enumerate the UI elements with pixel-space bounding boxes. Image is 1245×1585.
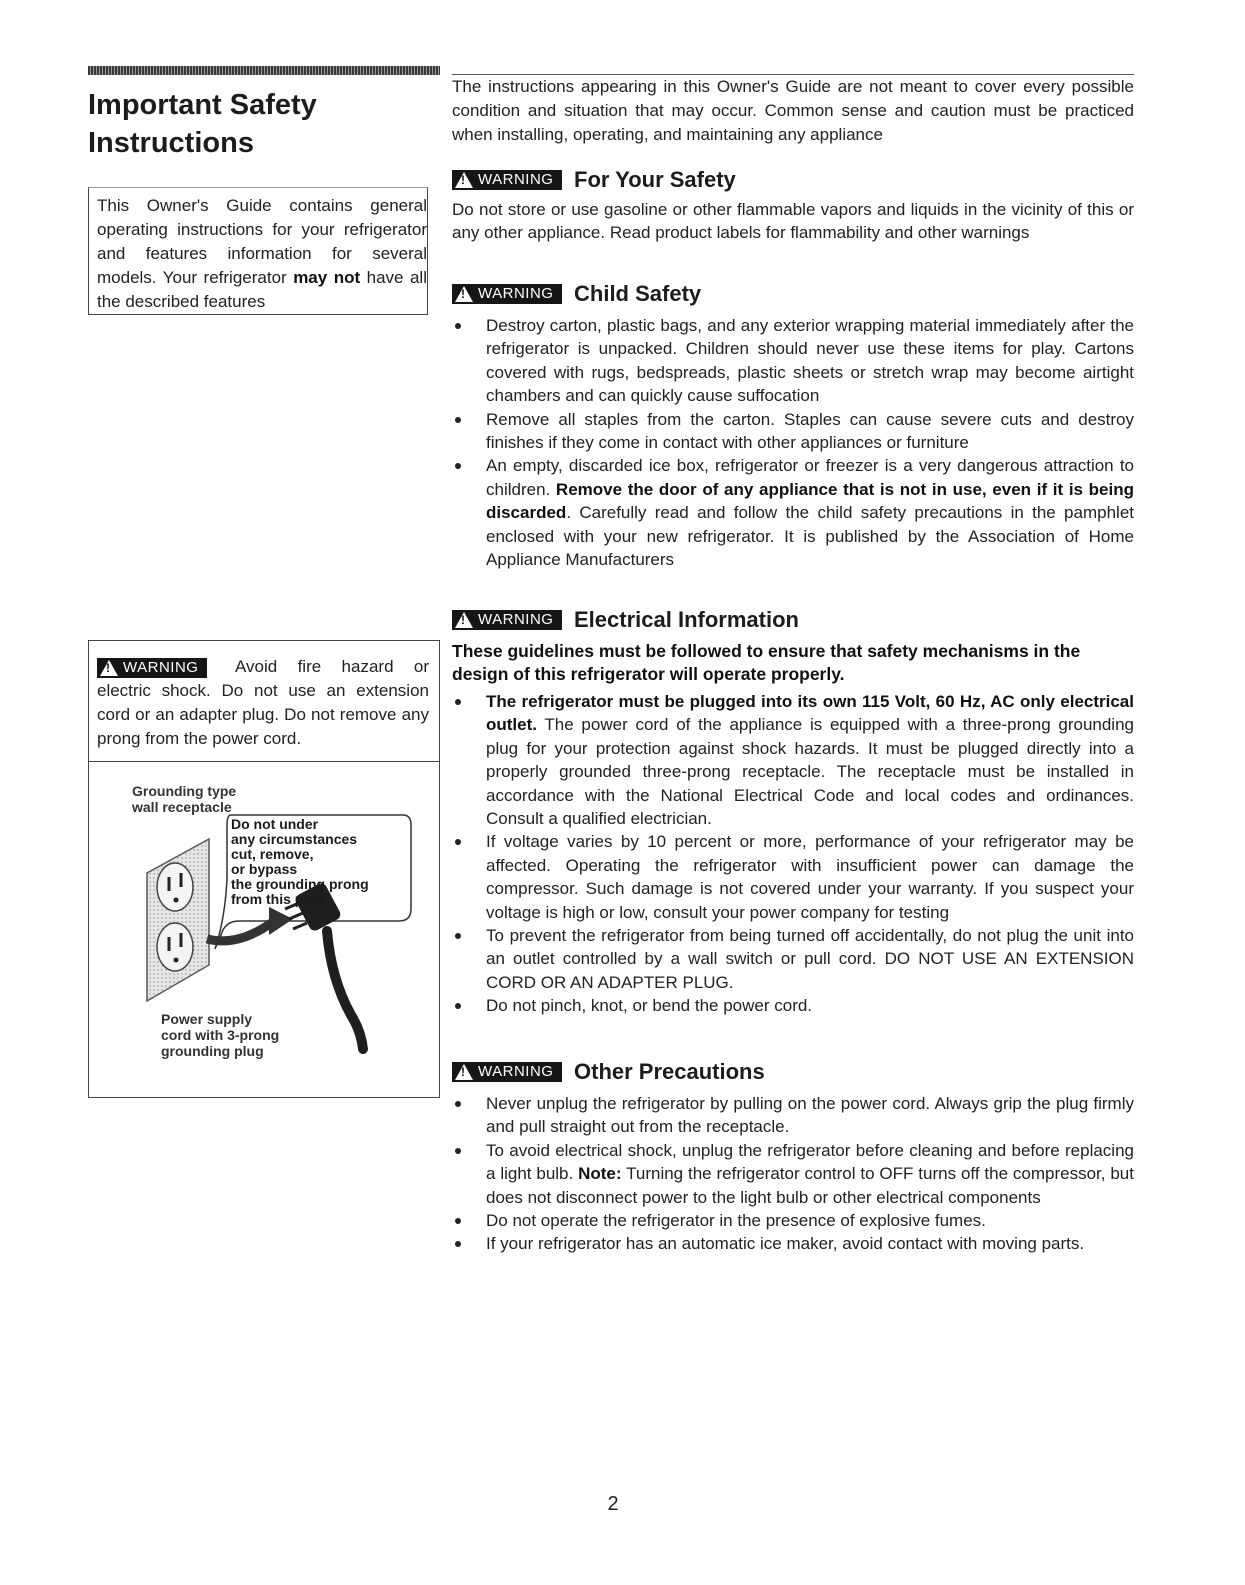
warning-badge: [452, 170, 562, 190]
child-safety-list: [452, 314, 1134, 571]
page-number: 2: [607, 1493, 619, 1515]
section-title: Other Precautions: [574, 1059, 765, 1084]
page-title-line-2: Instructions: [88, 127, 254, 159]
owners-guide-notice: [88, 187, 428, 315]
section-heading: [452, 604, 1134, 636]
warning-badge: [97, 658, 207, 678]
bullet-icon: [455, 1101, 461, 1107]
upper-outlet-ground-hole: [174, 898, 179, 903]
bullet-icon: [455, 463, 461, 469]
page-title: [88, 86, 440, 162]
fire-hazard-warning-box: [88, 640, 440, 1098]
list-item: [452, 1232, 1134, 1255]
page-title-line-1: Important Safety: [88, 89, 317, 121]
section-heading: [452, 278, 1134, 310]
lower-outlet-ground-hole: [174, 958, 179, 963]
power-cord-caption: [161, 1011, 321, 1059]
list-item: [452, 1139, 1134, 1209]
list-item-text: Destroy carton, plastic bags, and any exterior wrapping material immediately after the refrigerator is unpacked. Children should never use these items for play. Cartons covered with rugs, bedspreads, plastic sheets or stretch wrap may become airtight chambers and can quickly cause suffocation: [486, 316, 1134, 406]
hazard-divider: [89, 761, 439, 762]
notice-text-start: This Owner's Guide contains general operating instructions for your refrigerator and features information for several models. Your refrigerator: [97, 196, 427, 287]
fire-hazard-text: Avoid fire hazard or electric shock. Do not use an extension cord or an adapter plug. Do not remove any prong from the power cord.: [97, 657, 429, 748]
warning-triangle-icon: [455, 286, 473, 302]
lower-outlet-icon: [157, 923, 193, 971]
other-precautions-list: [452, 1092, 1134, 1256]
bullet-icon: [455, 323, 461, 329]
section-heading: [452, 164, 1134, 196]
list-item: [452, 830, 1134, 924]
electrical-list: [452, 690, 1134, 1018]
callout-line-1: Do not under: [231, 816, 319, 832]
callout-line-3: cut, remove,: [231, 846, 314, 862]
list-item-text-end: The power cord of the appliance is equipped with a three-prong grounding plug for your protection against shock hazards. It must be plugged directly into a properly grounded three-prong receptacle. The receptacle must be installed in accordance with the National Electrical Code and local codes and ordinances. Consult a qualified electrician.: [486, 715, 1134, 829]
bullet-icon: [455, 933, 461, 939]
warning-badge-label: WARNING: [478, 285, 554, 302]
section-child-safety: [452, 278, 1134, 571]
bullet-icon: [455, 1003, 461, 1009]
warning-badge-label: WARNING: [478, 171, 554, 188]
section-title: Electrical Information: [574, 607, 799, 632]
bullet-icon: [455, 839, 461, 845]
list-item-text: To prevent the refrigerator from being turned off accidentally, do not plug the unit into an outlet controlled by a wall switch or pull cord. DO NOT USE AN EXTENSION CORD OR AN ADAPTER PLUG.: [486, 926, 1134, 992]
bullet-icon: [455, 417, 461, 423]
power-cord-shape: [327, 931, 363, 1049]
list-item: [452, 454, 1134, 571]
grounding-plug-figure: [89, 769, 439, 1095]
list-item-text: Do not pinch, knot, or bend the power cord.: [486, 996, 813, 1016]
list-item-bold-text: Note:: [578, 1164, 622, 1184]
list-item-text: Remove all staples from the carton. Staples can cause severe cuts and destroy finishes if they come in contact with other appliances or furniture: [486, 409, 1134, 453]
list-item-text-end: Turning the refrigerator control to OFF turns off the compressor, but does not disconnect power to the light bulb or other electrical components: [486, 1164, 1134, 1207]
bullet-icon: [455, 699, 461, 705]
warning-badge-label: WARNING: [478, 1063, 554, 1080]
fire-hazard-text-block: [97, 655, 429, 751]
receptacle-caption-line-1: Grounding type: [132, 783, 237, 799]
warning-badge: [452, 610, 562, 630]
power-cord-caption-line-2: cord with 3-prong: [161, 1027, 280, 1043]
warning-badge-label: WARNING: [478, 611, 554, 628]
do-not-remove-callout: [231, 817, 409, 919]
list-item: [452, 994, 1134, 1017]
list-item: [452, 1092, 1134, 1139]
section-heading: [452, 1056, 1134, 1088]
list-item: [452, 1209, 1134, 1232]
list-item: [452, 690, 1134, 830]
power-cord-caption-line-3: grounding plug: [161, 1043, 264, 1059]
list-item-text-start: To avoid electrical shock, unplug the refrigerator before cleaning and before replacing a light bulb.: [486, 1140, 1134, 1184]
bullet-icon: [455, 1241, 461, 1247]
list-item: [452, 408, 1134, 455]
list-item: [452, 314, 1134, 408]
list-item-text-start: An empty, discarded ice box, refrigerator or freezer is a very dangerous attraction to children.: [486, 456, 1134, 499]
warning-badge-label: WARNING: [123, 658, 199, 676]
warning-triangle-icon: [455, 612, 473, 628]
list-item-text: Never unplug the refrigerator by pulling on the power cord. Always grip the plug firmly and pull straight out from the receptacle.: [486, 1094, 1134, 1137]
section-paragraph: Do not store or use gasoline or other flammable vapors and liquids in the vicinity of this or any other appliance. Read product labels for flammability and other warnings: [452, 200, 1134, 243]
warning-badge: [452, 284, 562, 304]
section-title: Child Safety: [574, 281, 702, 306]
plug-ground-prong: [293, 923, 307, 929]
list-item-text: If voltage varies by 10 percent or more, performance of your refrigerator may be affected. Operating the refrigerator with insufficient power can damage the compressor. Such damage is not covered under your warranty. If you suspect your voltage is high or low, consult your power company for testing: [486, 832, 1134, 922]
list-item-bold-text: The refrigerator must be plugged into its own 115 Volt, 60 Hz, AC only electrical outlet.: [486, 692, 1134, 735]
list-item-text: Do not operate the refrigerator in the presence of explosive fumes.: [486, 1211, 986, 1231]
header-rule: [88, 66, 440, 75]
list-item: [452, 924, 1134, 994]
list-item-text: If your refrigerator has an automatic ice maker, avoid contact with moving parts.: [486, 1234, 1085, 1254]
electrical-guidelines-lead: These guidelines must be followed to ensure that safety mechanisms in the design of this refrigerator will operate properly.: [452, 641, 1081, 684]
warning-triangle-icon: [100, 660, 118, 676]
callout-line-5: the grounding prong: [231, 876, 369, 892]
receptacle-caption-line-2: wall receptacle: [132, 799, 232, 815]
warning-triangle-icon: [455, 1064, 473, 1080]
list-item-text-end: . Carefully read and follow the child safety precautions in the pamphlet enclosed with your new refrigerator. It is published by the Association of Home Appliance Manufacturers: [486, 503, 1134, 570]
intro-paragraph: The instructions appearing in this Owner's Guide are not meant to cover every possible condition and situation that may occur. Common sense and caution must be practiced when installing, operating, and maintaining any appliance: [452, 74, 1134, 147]
upper-outlet-icon: [157, 863, 193, 911]
list-item-bold-text: Remove the door of any appliance that is not in use, even if it is being discarded: [486, 479, 1134, 523]
bullet-icon: [455, 1148, 461, 1154]
bullet-icon: [455, 1218, 461, 1224]
notice-bold-text: may not: [293, 268, 361, 287]
power-cord-caption-line-1: Power supply: [161, 1011, 253, 1027]
callout-line-4: or bypass: [231, 861, 298, 877]
arrow-shaft-shape: [207, 921, 274, 941]
receptacle-caption: [132, 783, 292, 815]
section-other-precautions: [452, 1056, 1134, 1256]
section-title: For Your Safety: [574, 167, 736, 192]
section-electrical-information: [452, 604, 1134, 1018]
notice-text-end: have all the described features: [97, 268, 427, 311]
section-for-your-safety: [452, 164, 1134, 245]
callout-line-2: any circumstances: [231, 831, 358, 847]
warning-badge: [452, 1062, 562, 1082]
warning-triangle-icon: [455, 172, 473, 188]
callout-line-6: from this plug.: [231, 891, 329, 907]
